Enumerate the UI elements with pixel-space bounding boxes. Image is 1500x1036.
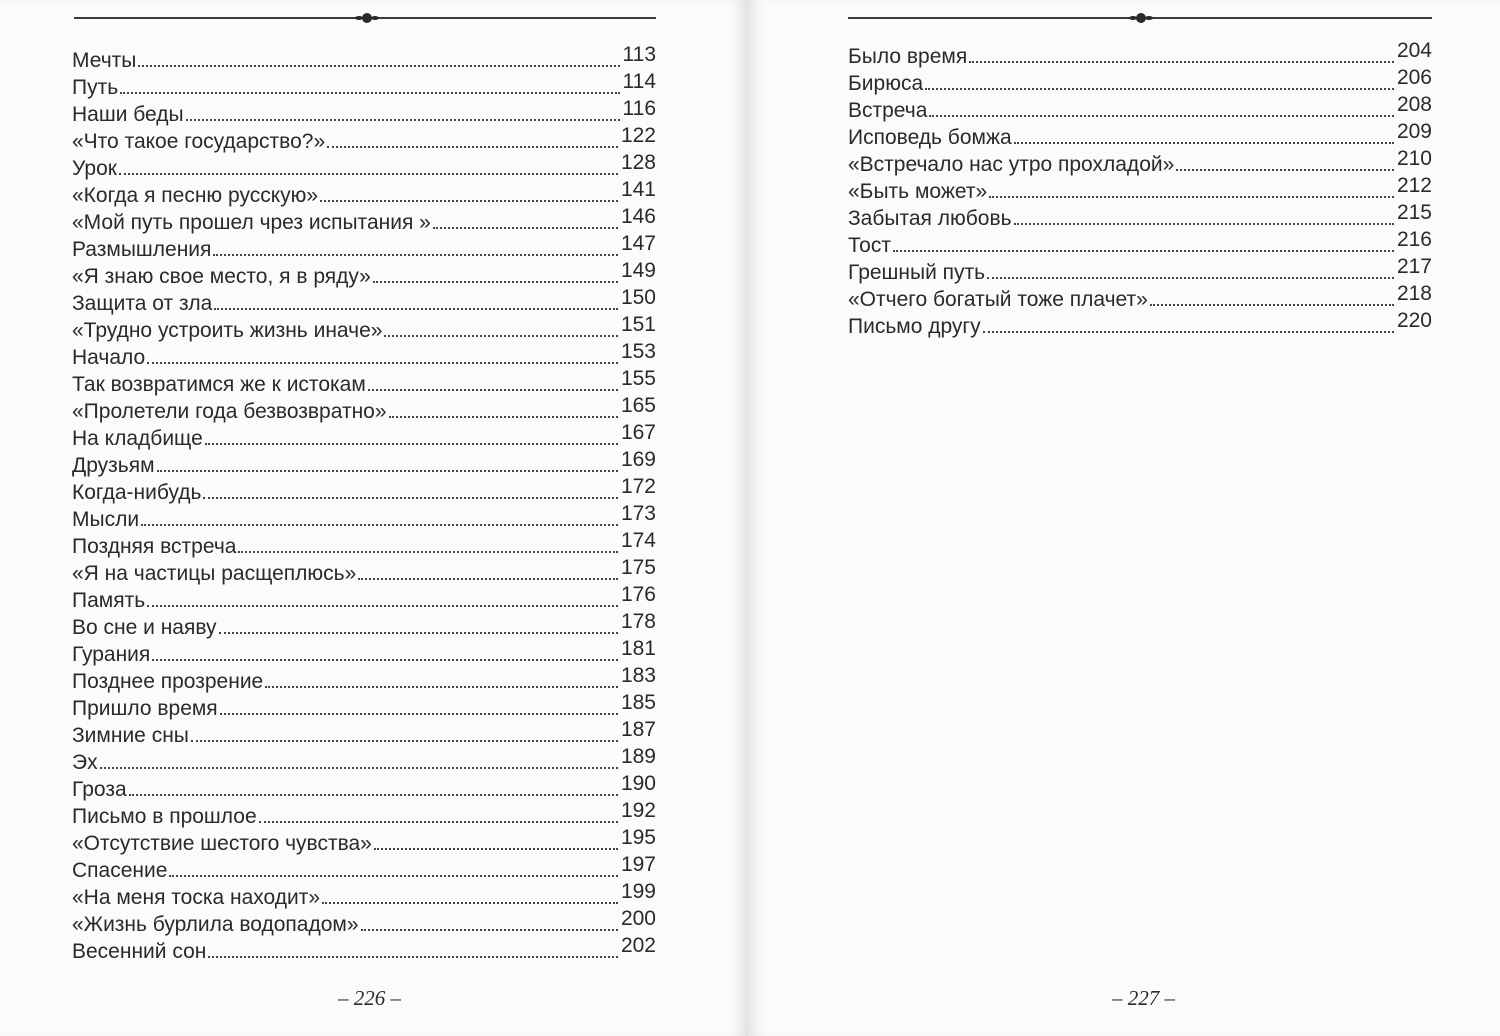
toc-entry — [72, 639, 656, 666]
dot-leader — [213, 254, 618, 256]
toc-entry-page: 216 — [1396, 228, 1432, 251]
dot-leader — [969, 61, 1394, 63]
toc-entry-page: 185 — [620, 691, 656, 714]
toc-entry-page: 212 — [1396, 174, 1432, 197]
dot-leader — [925, 88, 1394, 90]
toc-entry — [72, 72, 656, 99]
toc-entry — [848, 176, 1432, 203]
toc-entry — [72, 369, 656, 396]
toc-entry-page: 165 — [620, 394, 656, 417]
toc-entry-title: Письмо в прошлое — [72, 805, 257, 828]
toc-entry-page: 204 — [1396, 39, 1432, 62]
toc-entry-title: «Когда я песню русскую» — [72, 184, 319, 207]
toc-entry — [72, 234, 656, 261]
dot-leader — [238, 551, 618, 553]
toc-entry — [72, 666, 656, 693]
toc-entry-title: «Мой путь прошел чрез испытания » — [72, 211, 431, 234]
toc-entry-page: 183 — [620, 664, 656, 687]
toc-entry-title: Поздняя встреча — [72, 535, 237, 558]
dot-leader — [1176, 169, 1394, 171]
toc-entry — [72, 99, 656, 126]
toc-entry-page: 147 — [620, 232, 656, 255]
toc-entry — [848, 203, 1432, 230]
toc-entry — [72, 558, 656, 585]
toc-entry-page: 206 — [1396, 66, 1432, 89]
dot-leader — [368, 389, 618, 391]
toc-entry-page: 189 — [620, 745, 656, 768]
toc-entry — [72, 828, 656, 855]
toc-entry — [72, 855, 656, 882]
dot-leader — [147, 362, 618, 364]
left-page — [0, 0, 748, 1036]
toc-entry-title: Во сне и наяву — [72, 616, 217, 639]
toc-entry — [72, 909, 656, 936]
toc-entry-page: 178 — [620, 610, 656, 633]
right-page — [748, 0, 1500, 1036]
toc-entry — [72, 504, 656, 531]
toc-entry-page: 215 — [1396, 201, 1432, 224]
toc-entry-page: 220 — [1396, 309, 1432, 332]
toc-entry-page: 195 — [620, 826, 656, 849]
toc-entry — [72, 720, 656, 747]
toc-entry-page: 175 — [620, 556, 656, 579]
toc-entry-page: 208 — [1396, 93, 1432, 116]
toc-entry-title: Бирюса — [848, 72, 924, 95]
toc-entry-page: 197 — [620, 853, 656, 876]
toc-entry — [848, 284, 1432, 311]
toc-entry-title: Спасение — [72, 859, 168, 882]
toc-entry-page: 187 — [620, 718, 656, 741]
toc-entry-title: Память — [72, 589, 146, 612]
dot-leader — [157, 470, 618, 472]
dot-leader — [186, 119, 620, 121]
toc-list — [72, 45, 656, 963]
toc-entry-title: Письмо другу — [848, 315, 981, 338]
header-rule — [848, 17, 1432, 19]
dot-leader — [384, 335, 618, 337]
toc-entry — [848, 122, 1432, 149]
toc-entry-title: «Что такое государство?» — [72, 130, 326, 153]
toc-entry — [72, 180, 656, 207]
toc-entry-page: 150 — [620, 286, 656, 309]
toc-entry — [848, 41, 1432, 68]
toc-entry — [72, 45, 656, 72]
dot-leader — [259, 821, 618, 823]
dot-leader — [374, 848, 618, 850]
toc-entry-title: Гурания — [72, 643, 151, 666]
toc-entry-page: 210 — [1396, 147, 1432, 170]
toc-entry-page: 141 — [620, 178, 656, 201]
toc-entry-page: 155 — [620, 367, 656, 390]
toc-entry — [848, 230, 1432, 257]
toc-list — [848, 41, 1432, 338]
toc-entry-page: 209 — [1396, 120, 1432, 143]
toc-entry-title: «Жизнь бурлила водопадом» — [72, 913, 359, 936]
toc-entry — [72, 450, 656, 477]
toc-entry — [72, 153, 656, 180]
toc-entry-title: Встреча — [848, 99, 928, 122]
dot-leader — [152, 659, 618, 661]
toc-entry-title: «Быть может» — [848, 180, 988, 203]
toc-entry-page: 169 — [620, 448, 656, 471]
toc-entry-page: 176 — [620, 583, 656, 606]
toc-entry-page: 116 — [622, 97, 656, 120]
dot-leader — [220, 713, 618, 715]
toc-entry-title: «На меня тоска находит» — [72, 886, 321, 909]
header-rule — [74, 17, 656, 19]
toc-entry-title: Так возвратимся же к истокам — [72, 373, 366, 396]
toc-entry — [72, 801, 656, 828]
toc-entry — [72, 477, 656, 504]
toc-entry-title: «Трудно устроить жизнь иначе» — [72, 319, 383, 342]
toc-entry — [848, 95, 1432, 122]
dot-leader — [120, 92, 619, 94]
toc-entry-page: 113 — [622, 43, 656, 66]
dot-leader — [358, 578, 618, 580]
toc-entry-title: Грешный путь — [848, 261, 986, 284]
toc-entry-title: «Пролетели года безвозвратно» — [72, 400, 387, 423]
dot-leader — [191, 740, 618, 742]
dot-leader — [322, 902, 618, 904]
toc-entry — [848, 257, 1432, 284]
toc-entry — [72, 288, 656, 315]
dot-leader — [433, 227, 618, 229]
toc-entry — [848, 311, 1432, 338]
toc-entry-title: Гроза — [72, 778, 127, 801]
dot-leader — [1014, 223, 1394, 225]
dot-leader — [119, 173, 618, 175]
toc-entry-title: Мысли — [72, 508, 140, 531]
dot-leader — [389, 416, 618, 418]
dot-leader — [208, 956, 618, 958]
dot-leader — [373, 281, 618, 283]
toc-entry-title: Мечты — [72, 49, 137, 72]
toc-entry-page: 173 — [620, 502, 656, 525]
toc-entry-title: Исповедь бомжа — [848, 126, 1012, 149]
toc-entry-title: Эх — [72, 751, 98, 774]
toc-entry-title: Пришло время — [72, 697, 218, 720]
toc-entry-page: 200 — [620, 907, 656, 930]
dot-leader — [983, 331, 1394, 333]
toc-entry-page: 146 — [620, 205, 656, 228]
rule-ornament-icon — [362, 13, 372, 23]
toc-entry-title: «Я знаю свое место, я в ряду» — [72, 265, 371, 288]
toc-entry-title: «Я на частицы расщеплюсь» — [72, 562, 357, 585]
dot-leader — [265, 686, 618, 688]
dot-leader — [129, 794, 618, 796]
toc-entry — [72, 612, 656, 639]
toc-entry-title: Начало — [72, 346, 146, 369]
toc-entry-page: 167 — [620, 421, 656, 444]
toc-entry — [72, 693, 656, 720]
toc-entry-page: 217 — [1396, 255, 1432, 278]
toc-entry-page: 174 — [620, 529, 656, 552]
toc-entry-title: «Отчего богатый тоже плачет» — [848, 288, 1148, 311]
toc-entry — [72, 774, 656, 801]
dot-leader — [214, 308, 618, 310]
toc-entry — [72, 882, 656, 909]
toc-entry-page: 128 — [620, 151, 656, 174]
page-number: – 226 – — [338, 986, 401, 1010]
rule-ornament-icon — [1136, 13, 1146, 23]
toc-entry-page: 149 — [620, 259, 656, 282]
toc-entry — [72, 126, 656, 153]
toc-entry-page: 172 — [620, 475, 656, 498]
toc-entry-page: 153 — [620, 340, 656, 363]
toc-entry — [848, 68, 1432, 95]
toc-entry-page: 218 — [1396, 282, 1432, 305]
dot-leader — [893, 250, 1394, 252]
toc-entry — [72, 396, 656, 423]
toc-entry — [72, 261, 656, 288]
toc-entry-page: 151 — [620, 313, 656, 336]
dot-leader — [327, 146, 618, 148]
toc-entry-title: Весенний сон — [72, 940, 207, 963]
dot-leader — [1150, 304, 1394, 306]
toc-entry-title: Было время — [848, 45, 968, 68]
toc-entry-title: Размышления — [72, 238, 212, 261]
toc-entry-page: 181 — [620, 637, 656, 660]
toc-entry-title: «Встречало нас утро прохладой» — [848, 153, 1175, 176]
dot-leader — [320, 200, 618, 202]
toc-entry-title: Позднее прозрение — [72, 670, 264, 693]
toc-entry-title: Защита от зла — [72, 292, 213, 315]
dot-leader — [929, 115, 1394, 117]
toc-entry-title: Когда-нибудь — [72, 481, 202, 504]
toc-entry-title: Тост — [848, 234, 891, 257]
dot-leader — [1014, 142, 1394, 144]
dot-leader — [205, 443, 618, 445]
toc-entry — [72, 315, 656, 342]
toc-entry-title: Друзьям — [72, 454, 155, 477]
dot-leader — [203, 497, 618, 499]
toc-entry — [848, 149, 1432, 176]
dot-leader — [219, 632, 618, 634]
toc-entry-page: 192 — [620, 799, 656, 822]
toc-entry-title: Наши беды — [72, 103, 184, 126]
toc-entry-title: Путь — [72, 76, 119, 99]
toc-entry — [72, 585, 656, 612]
toc-entry — [72, 747, 656, 774]
toc-entry-page: 190 — [620, 772, 656, 795]
toc-entry-title: Забытая любовь — [848, 207, 1012, 230]
dot-leader — [147, 605, 618, 607]
toc-entry — [72, 936, 656, 963]
toc-entry-page: 122 — [620, 124, 656, 147]
toc-entry-title: На кладбище — [72, 427, 203, 450]
page-number: – 227 – — [1112, 986, 1175, 1010]
toc-entry-title: Урок — [72, 157, 117, 180]
toc-entry — [72, 423, 656, 450]
toc-entry — [72, 207, 656, 234]
dot-leader — [987, 277, 1394, 279]
dot-leader — [169, 875, 618, 877]
toc-entry-page: 114 — [622, 70, 656, 93]
toc-entry — [72, 531, 656, 558]
toc-entry — [72, 342, 656, 369]
dot-leader — [361, 929, 618, 931]
dot-leader — [141, 524, 618, 526]
toc-entry-page: 202 — [620, 934, 656, 957]
dot-leader — [989, 196, 1394, 198]
dot-leader — [100, 767, 618, 769]
toc-entry-page: 199 — [620, 880, 656, 903]
toc-entry-title: Зимние сны — [72, 724, 189, 747]
dot-leader — [138, 65, 619, 67]
toc-entry-title: «Отсутствие шестого чувства» — [72, 832, 372, 855]
